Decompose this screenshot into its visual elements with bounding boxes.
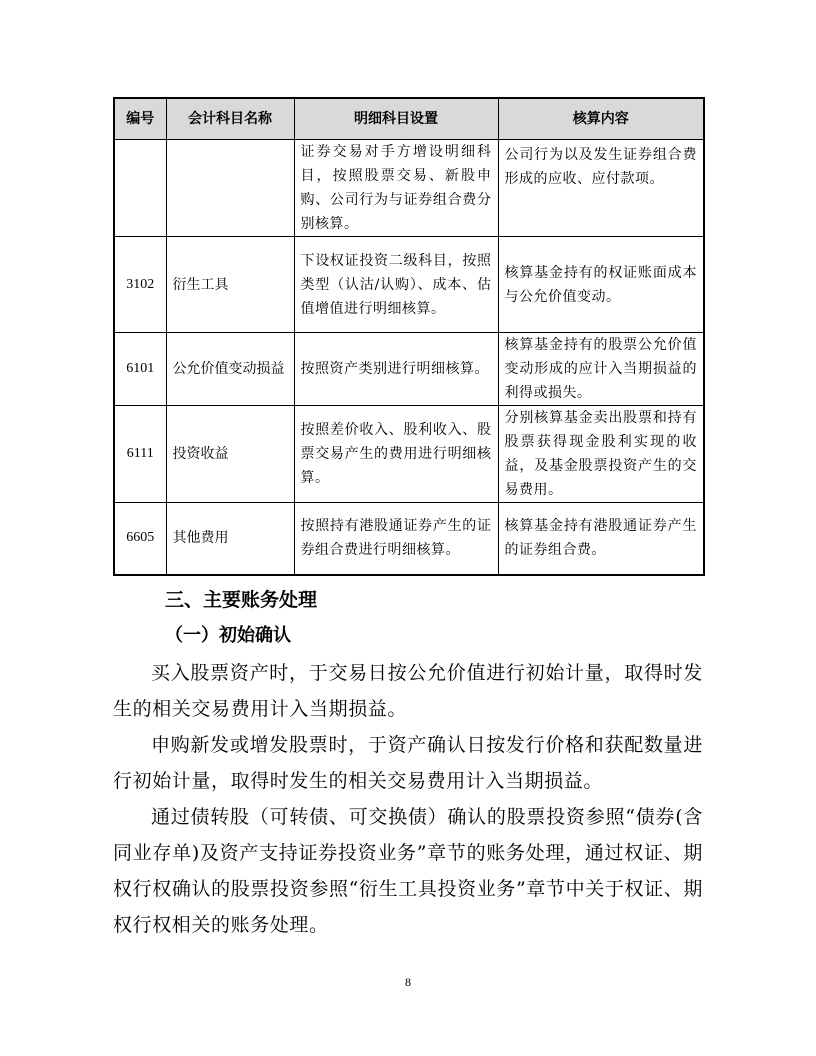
table-row bbox=[114, 503, 704, 575]
table-row bbox=[114, 406, 704, 503]
paragraph: 通过债转股（可转债、可交换债）确认的股票投资参照“债券(含同业存单)及资产支持证券投资业务”章节的账务处理，通过权证、期权行权确认的股票投资参照“衍生工具投资业务”章节中关于权证、期权行权相关的账务处理。 bbox=[113, 806, 703, 936]
cell-detail: 证券交易对手方增设明细科目，按照股票交易、新股申购、公司行为与证券组合费分别核算。 bbox=[294, 140, 498, 237]
cell-code: 6101 bbox=[114, 333, 166, 406]
cell-code: 6111 bbox=[114, 406, 166, 503]
cell-subject-name: 衍生工具 bbox=[166, 237, 294, 333]
table-header-row bbox=[114, 98, 704, 140]
page-number: 8 bbox=[405, 975, 411, 989]
cell-subject-name: 其他费用 bbox=[166, 503, 294, 575]
table-row bbox=[114, 237, 704, 333]
cell-content: 核算基金持有的股票公允价值变动形成的应计入当期损益的利得或损失。 bbox=[498, 333, 704, 406]
cell-subject-name: 投资收益 bbox=[166, 406, 294, 503]
header-accounting-content: 核算内容 bbox=[498, 98, 704, 140]
section-heading: 三、主要账务处理 bbox=[165, 589, 318, 611]
accounting-subjects-table bbox=[113, 97, 705, 576]
cell-code: 3102 bbox=[114, 237, 166, 333]
cell-detail: 按照持有港股通证券产生的证券组合费进行明细核算。 bbox=[294, 503, 498, 575]
cell-code: 6605 bbox=[114, 503, 166, 575]
subsection-heading: （一）初始确认 bbox=[165, 625, 291, 646]
table-row bbox=[114, 140, 704, 237]
cell-detail: 按照资产类别进行明细核算。 bbox=[294, 333, 498, 406]
cell-subject-name bbox=[166, 140, 294, 237]
cell-subject-name: 公允价值变动损益 bbox=[166, 333, 294, 406]
header-subject-name: 会计科目名称 bbox=[166, 98, 294, 140]
table-row bbox=[114, 333, 704, 406]
cell-code bbox=[114, 140, 166, 237]
header-code: 编号 bbox=[114, 98, 166, 140]
cell-detail: 下设权证投资二级科目，按照类型（认沽/认购）、成本、估值增值进行明细核算。 bbox=[294, 237, 498, 333]
cell-content: 核算基金持有的权证账面成本与公允价值变动。 bbox=[498, 237, 704, 333]
cell-detail: 按照差价收入、股利收入、股票交易产生的费用进行明细核算。 bbox=[294, 406, 498, 503]
paragraph: 申购新发或增发股票时，于资产确认日按发行价格和获配数量进行初始计量，取得时发生的相关交易费用计入当期损益。 bbox=[113, 734, 703, 792]
cell-content: 公司行为以及发生证券组合费形成的应收、应付款项。 bbox=[498, 140, 704, 237]
header-detail-setup: 明细科目设置 bbox=[294, 98, 498, 140]
paragraph: 买入股票资产时，于交易日按公允价值进行初始计量，取得时发生的相关交易费用计入当期损益。 bbox=[113, 662, 703, 720]
cell-content: 分别核算基金卖出股票和持有股票获得现金股利实现的收益，及基金股票投资产生的交易费用。 bbox=[498, 406, 704, 503]
cell-content: 核算基金持有港股通证券产生的证券组合费。 bbox=[498, 503, 704, 575]
